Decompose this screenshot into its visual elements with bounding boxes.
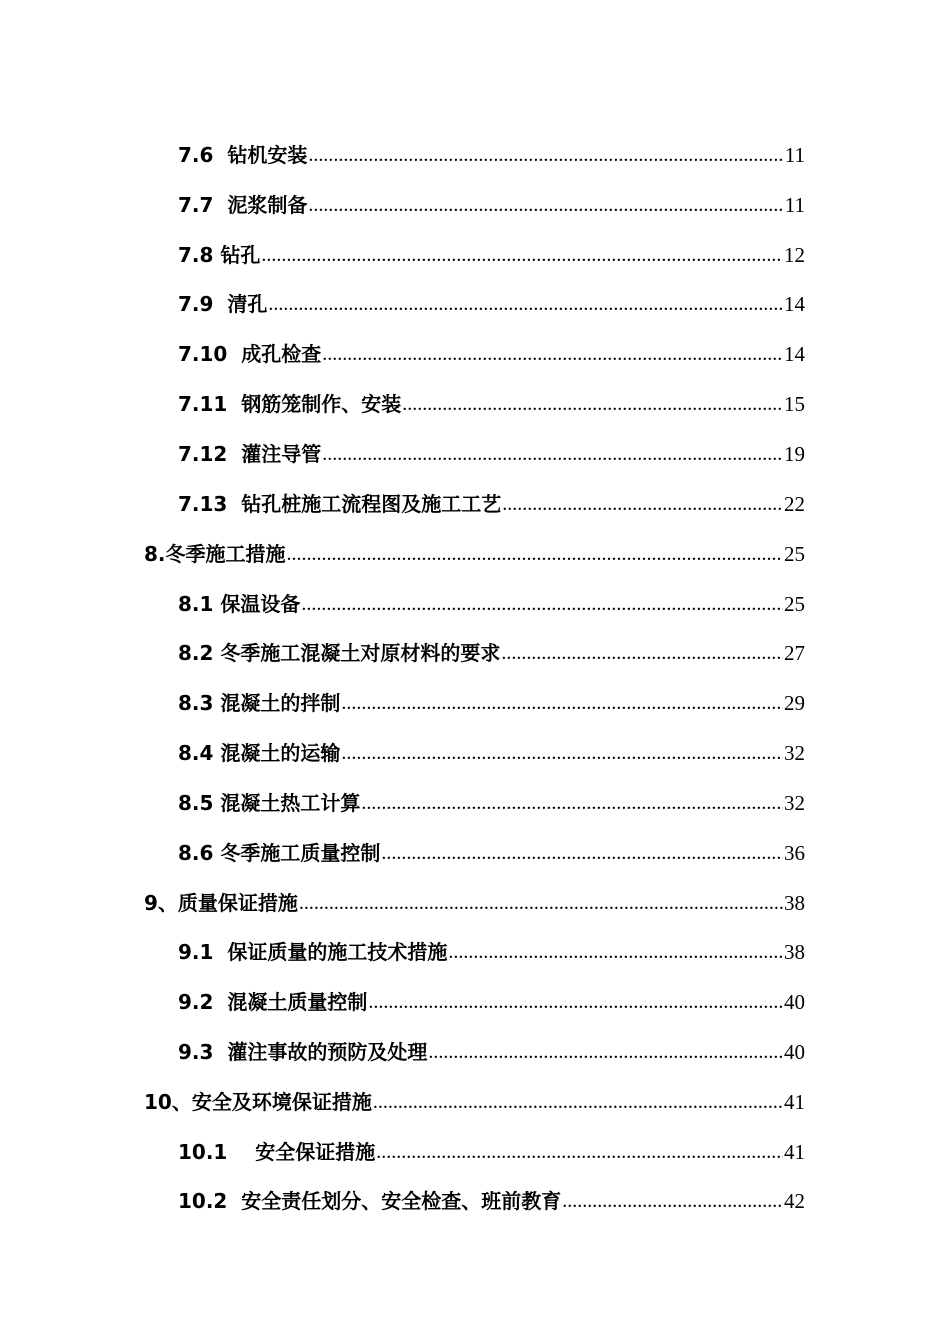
toc-entry-number: 9、 (144, 891, 178, 915)
dot-leader (308, 143, 783, 167)
toc-entry-number: 8. (144, 542, 166, 566)
toc-entry-7-12[interactable] (178, 436, 805, 466)
dot-leader (381, 841, 783, 865)
toc-entry-8-3[interactable] (178, 685, 805, 715)
toc-entry-number: 7.11 (178, 392, 242, 416)
toc-entry-number: 10.1 (178, 1140, 256, 1164)
toc-entry-title: 钻孔 (220, 243, 261, 267)
toc-entry-page: 40 (784, 990, 805, 1014)
toc-entry-9-2[interactable] (178, 984, 805, 1014)
toc-entry-page: 41 (784, 1090, 805, 1114)
toc-entry-page: 15 (784, 392, 805, 416)
toc-entry-8-4[interactable] (178, 735, 805, 765)
toc-entry-number: 7.12 (178, 442, 242, 466)
dot-leader (287, 542, 783, 566)
dot-leader (268, 292, 783, 316)
toc-entry-title: 质量保证措施 (177, 891, 298, 915)
dot-leader (376, 1140, 783, 1164)
toc-entry-page: 32 (784, 791, 805, 815)
dot-leader (341, 691, 783, 715)
dot-leader (448, 940, 783, 964)
toc-entry-page: 38 (784, 891, 805, 915)
toc-entry-number: 7.13 (178, 492, 242, 516)
toc-entry-page: 40 (784, 1040, 805, 1064)
toc-entry-7-11[interactable] (178, 386, 805, 416)
dot-leader (299, 891, 783, 915)
toc-entry-page: 42 (784, 1189, 805, 1213)
toc-entry-9-1[interactable] (178, 934, 805, 964)
dot-leader (322, 342, 783, 366)
toc-entry-10-1[interactable] (178, 1134, 805, 1164)
toc-entry-page: 19 (784, 442, 805, 466)
toc-entry-7-6[interactable] (178, 137, 805, 167)
dot-leader (361, 791, 783, 815)
toc-entry-title: 保证质量的施工技术措施 (227, 940, 448, 964)
dot-leader (373, 1090, 783, 1114)
toc-entry-title: 钻机安装 (227, 143, 308, 167)
toc-entry-page: 32 (784, 741, 805, 765)
toc-entry-page: 25 (784, 592, 805, 616)
dot-leader (322, 442, 783, 466)
toc-entry-7-8[interactable] (178, 237, 805, 267)
toc-entry-title: 混凝土的运输 (220, 741, 341, 765)
toc-entry-title: 冬季施工混凝土对原材料的要求 (220, 641, 501, 665)
toc-entry-9-3[interactable] (178, 1034, 805, 1064)
toc-entry-page: 11 (784, 193, 805, 217)
toc-entry-title: 冬季施工质量控制 (220, 841, 381, 865)
toc-entry-title: 保温设备 (220, 592, 301, 616)
toc-entry-8-2[interactable] (178, 635, 805, 665)
toc-entry-title: 安全保证措施 (255, 1140, 376, 1164)
toc-entry-title: 钻孔桩施工流程图及施工工艺 (241, 492, 502, 516)
toc-entry-number: 8.3 (178, 691, 221, 715)
toc-entry-title: 钢筋笼制作、安装 (241, 392, 402, 416)
toc-entry-page: 14 (784, 342, 805, 366)
toc-entry-number: 9.1 (178, 940, 228, 964)
toc-entry-title: 混凝土热工计算 (220, 791, 361, 815)
toc-entry-page: 29 (784, 691, 805, 715)
toc-entry-10-2[interactable] (178, 1183, 805, 1213)
toc-entry-page: 38 (784, 940, 805, 964)
toc-entry-8[interactable] (144, 536, 805, 566)
toc-entry-page: 36 (784, 841, 805, 865)
toc-entry-number: 7.9 (178, 292, 228, 316)
dot-leader (502, 492, 783, 516)
toc-entry-page: 11 (784, 143, 805, 167)
toc-entry-title: 灌注事故的预防及处理 (227, 1040, 428, 1064)
dot-leader (301, 592, 783, 616)
toc-entry-7-13[interactable] (178, 486, 805, 516)
toc-entry-page: 12 (784, 243, 805, 267)
dot-leader (261, 243, 783, 267)
toc-entry-page: 41 (784, 1140, 805, 1164)
toc-entry-page: 14 (784, 292, 805, 316)
toc-entry-7-9[interactable] (178, 286, 805, 316)
toc-entry-number: 7.10 (178, 342, 242, 366)
toc-entry-title: 安全及环境保证措施 (191, 1090, 372, 1114)
toc-entry-number: 8.1 (178, 592, 221, 616)
dot-leader (341, 741, 783, 765)
toc-entry-8-1[interactable] (178, 586, 805, 616)
toc-entry-7-10[interactable] (178, 336, 805, 366)
toc-entry-10[interactable] (144, 1084, 805, 1114)
toc-entry-number: 8.2 (178, 641, 221, 665)
toc-entry-7-7[interactable] (178, 187, 805, 217)
toc-entry-number: 8.4 (178, 741, 221, 765)
toc-entry-number: 9.2 (178, 990, 228, 1014)
toc-entry-number: 7.7 (178, 193, 228, 217)
toc-entry-page: 22 (784, 492, 805, 516)
toc-entry-title: 泥浆制备 (227, 193, 308, 217)
toc-entry-title: 冬季施工措施 (165, 542, 286, 566)
toc-entry-number: 10、 (144, 1090, 192, 1114)
dot-leader (501, 641, 783, 665)
dot-leader (562, 1189, 783, 1213)
dot-leader (308, 193, 783, 217)
toc-entry-number: 8.5 (178, 791, 221, 815)
toc-entry-title: 混凝土的拌制 (220, 691, 341, 715)
dot-leader (368, 990, 783, 1014)
toc-entry-page: 25 (784, 542, 805, 566)
dot-leader (402, 392, 783, 416)
toc-entry-number: 8.6 (178, 841, 221, 865)
toc-entry-title: 混凝土质量控制 (227, 990, 368, 1014)
toc-entry-number: 7.8 (178, 243, 221, 267)
toc-entry-page: 27 (784, 641, 805, 665)
toc-entry-title: 清孔 (227, 292, 268, 316)
dot-leader (428, 1040, 783, 1064)
toc-entry-9[interactable] (144, 885, 805, 915)
toc-entry-title: 安全责任划分、安全检查、班前教育 (241, 1189, 562, 1213)
toc-entry-title: 灌注导管 (241, 442, 322, 466)
toc-entry-8-5[interactable] (178, 785, 805, 815)
toc-entry-number: 7.6 (178, 143, 228, 167)
toc-entry-8-6[interactable] (178, 835, 805, 865)
toc-entry-number: 9.3 (178, 1040, 228, 1064)
toc-entry-number: 10.2 (178, 1189, 242, 1213)
toc-entry-title: 成孔检查 (241, 342, 322, 366)
